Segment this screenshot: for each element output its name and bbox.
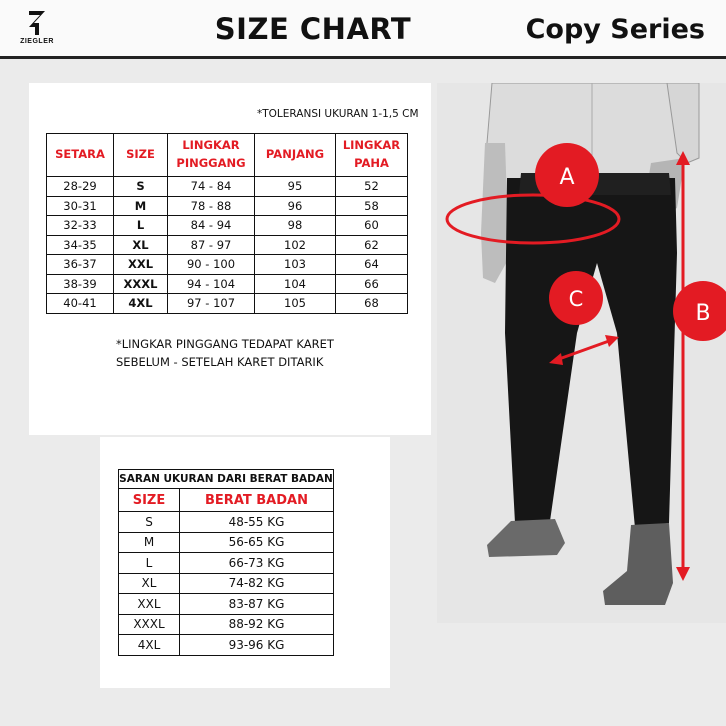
cell-paha: 68: [336, 294, 408, 314]
marker-a-label: A: [559, 165, 575, 190]
header: [0, 0, 726, 58]
pants-measurement-illustration: [437, 83, 726, 623]
cell-setara: 36-37: [47, 255, 114, 275]
marker-b-label: B: [695, 301, 711, 326]
cell-size: L: [114, 216, 168, 236]
cell-pinggang: 78 - 88: [168, 196, 255, 216]
table-row: [119, 635, 334, 656]
cell-weight-size: XXXL: [119, 614, 180, 635]
table-row: [119, 532, 334, 553]
table-row: [47, 235, 408, 255]
header-pinggang-line1: LINGKAR: [182, 138, 240, 153]
cell-paha: 66: [336, 274, 408, 294]
header-paha-line1: LINGKAR: [342, 138, 401, 153]
table-row: [47, 196, 408, 216]
model-photo: [437, 83, 726, 623]
cell-weight-size: XL: [119, 573, 180, 594]
left-arm: [481, 143, 509, 283]
cell-setara: 34-35: [47, 235, 114, 255]
header-berat-badan: BERAT BADAN: [180, 489, 334, 512]
table-row: [47, 294, 408, 314]
cell-paha: 62: [336, 235, 408, 255]
cell-size: S: [114, 177, 168, 197]
cell-weight-size: L: [119, 553, 180, 574]
header-panjang: PANJANG: [255, 134, 336, 177]
weight-chart-panel: [100, 437, 390, 688]
pants-shape: [505, 178, 677, 528]
weight-table-caption: SARAN UKURAN DARI BERAT BADAN: [119, 470, 334, 489]
cell-setara: 30-31: [47, 196, 114, 216]
cell-weight-range: 48-55 KG: [180, 512, 334, 533]
table-row: [119, 512, 334, 533]
table-row: [47, 216, 408, 236]
table-row: [119, 553, 334, 574]
cell-panjang: 98: [255, 216, 336, 236]
size-chart-table: [46, 133, 408, 314]
right-boot: [603, 523, 673, 605]
cell-size: XXL: [114, 255, 168, 275]
length-arrow-bottom: [676, 567, 690, 581]
cell-pinggang: 74 - 84: [168, 177, 255, 197]
cell-paha: 52: [336, 177, 408, 197]
cell-pinggang: 97 - 107: [168, 294, 255, 314]
weight-table-header-row: [119, 489, 334, 512]
cell-weight-range: 88-92 KG: [180, 614, 334, 635]
cell-weight-range: 93-96 KG: [180, 635, 334, 656]
cell-size: M: [114, 196, 168, 216]
cell-setara: 38-39: [47, 274, 114, 294]
cell-setara: 32-33: [47, 216, 114, 236]
cell-panjang: 105: [255, 294, 336, 314]
cell-weight-size: 4XL: [119, 635, 180, 656]
cell-paha: 64: [336, 255, 408, 275]
table-row: [47, 255, 408, 275]
note-line-1: *LINGKAR PINGGANG TEDAPAT KARET: [116, 337, 334, 351]
table-row: [119, 573, 334, 594]
header-size: SIZE: [114, 134, 168, 177]
ziegler-z-icon: [26, 10, 48, 36]
cell-size: 4XL: [114, 294, 168, 314]
cell-setara: 28-29: [47, 177, 114, 197]
cell-weight-size: S: [119, 512, 180, 533]
cell-weight-size: XXL: [119, 594, 180, 615]
size-table-header-row: [47, 134, 408, 177]
cell-setara: 40-41: [47, 294, 114, 314]
cell-pinggang: 87 - 97: [168, 235, 255, 255]
table-row: [47, 274, 408, 294]
waist-elastic-note: [116, 335, 334, 371]
header-lingkar-pinggang: [168, 134, 255, 177]
cell-panjang: 103: [255, 255, 336, 275]
cell-panjang: 104: [255, 274, 336, 294]
cell-paha: 58: [336, 196, 408, 216]
page-title: SIZE CHART: [214, 12, 412, 46]
cell-size: XXXL: [114, 274, 168, 294]
header-weight-size: SIZE: [119, 489, 180, 512]
cell-size: XL: [114, 235, 168, 255]
header-divider: [0, 56, 726, 59]
cell-weight-range: 83-87 KG: [180, 594, 334, 615]
cell-pinggang: 94 - 104: [168, 274, 255, 294]
table-row: [47, 177, 408, 197]
cell-pinggang: 84 - 94: [168, 216, 255, 236]
left-boot: [487, 519, 565, 557]
tolerance-note: *TOLERANSI UKURAN 1-1,5 CM: [257, 108, 419, 120]
header-pinggang-line2: PINGGANG: [176, 156, 246, 170]
size-chart-panel: [29, 83, 431, 435]
cell-paha: 60: [336, 216, 408, 236]
table-row: [119, 614, 334, 635]
header-paha-line2: PAHA: [354, 156, 389, 170]
cell-weight-range: 74-82 KG: [180, 573, 334, 594]
cell-panjang: 96: [255, 196, 336, 216]
series-name: Copy Series: [525, 14, 705, 45]
cell-weight-size: M: [119, 532, 180, 553]
cell-weight-range: 56-65 KG: [180, 532, 334, 553]
brand-name: ZIEGLER: [20, 38, 54, 45]
table-row: [119, 594, 334, 615]
thigh-arrow-right: [605, 335, 619, 347]
header-lingkar-paha: [336, 134, 408, 177]
cell-panjang: 95: [255, 177, 336, 197]
cell-weight-range: 66-73 KG: [180, 553, 334, 574]
ziegler-logo: [14, 10, 60, 50]
cell-pinggang: 90 - 100: [168, 255, 255, 275]
weight-chart-table: [118, 469, 334, 656]
note-line-2: SEBELUM - SETELAH KARET DITARIK: [116, 355, 324, 369]
header-setara: SETARA: [47, 134, 114, 177]
marker-c-label: C: [568, 287, 584, 311]
cell-panjang: 102: [255, 235, 336, 255]
